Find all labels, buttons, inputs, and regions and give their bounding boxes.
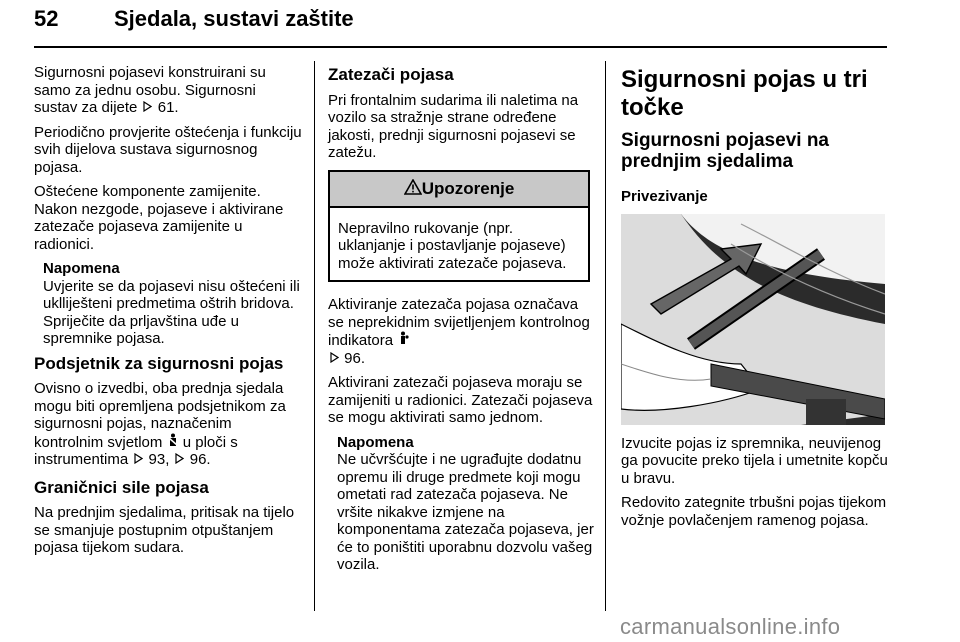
paragraph-text: Aktiviranje zatezača pojasa označava se neprekidnim svijetljenjem kontrolnog indikatora <box>328 296 590 349</box>
page-reference[interactable]: 61. <box>157 99 179 116</box>
section-heading-reminder: Podsjetnik za sigurnosni pojas <box>34 353 284 373</box>
column-left <box>34 64 302 564</box>
column-divider-left <box>314 61 315 611</box>
page-header <box>34 6 886 46</box>
paragraph: Izvucite pojas iz spremnika, neuvijenog ga povucite preko tijela i umetnite kopču u bravu. <box>621 434 888 487</box>
paragraph: Oštećene komponente zamijenite. Nakon nezgode, pojaseve i aktivirane zatezače pojaseva zamijenite u radionici. <box>34 183 284 253</box>
warning-header <box>330 172 588 208</box>
column-middle <box>328 64 594 581</box>
triangle-right-icon <box>132 451 144 469</box>
paragraph-text: Ovisno o izvedbi, oba prednja sjedala mogu biti opremljena podsjetnikom za sigurnosni pojas, naznačenim kontrolnim svjetlom <box>34 380 286 451</box>
column-right <box>621 64 889 536</box>
seatbelt-fastening-illustration <box>621 214 885 425</box>
warning-title: Upozorenje <box>421 178 515 198</box>
triangle-right-icon <box>142 99 154 117</box>
paragraph <box>328 296 594 367</box>
warning-text: Nepravilno rukovanje (npr. uklanjanje i postavljanje pojaseve) može aktivirati zatezače pojaseva. <box>338 219 567 272</box>
paragraph-text: u ploči s instrumentima <box>34 433 238 468</box>
note-box <box>43 260 302 348</box>
page-reference[interactable]: 96. <box>344 349 366 367</box>
paragraph: Aktivirani zatezači pojaseva moraju se zamijeniti u radionici. Zatezači pojaseva se mogu aktivirati samo jednom. <box>328 374 593 426</box>
note-title: Napomena <box>337 433 414 451</box>
page-reference[interactable]: 96. <box>189 451 211 468</box>
note-box <box>337 434 594 574</box>
page-number: 52 <box>34 6 59 31</box>
page-reference[interactable]: 93, <box>148 451 170 468</box>
paragraph-text: Sigurnosni pojasevi konstruirani su samo za jednu osobu. Sigurnosni sustav za dijete <box>34 64 266 116</box>
paragraph: Redovito zategnite trbušni pojas tijekom vožnje povlačenjem ramenog pojasa. <box>621 494 887 529</box>
chapter-title: Sjedala, sustavi zaštite <box>114 6 354 31</box>
section-heading-three-point-belt: Sigurnosni pojas u tri točke <box>621 66 868 121</box>
airbag-indicator-icon <box>397 331 409 350</box>
note-title: Napomena <box>43 260 120 277</box>
note-text: Uvjerite se da pojasevi nisu oštećeni ili uklliješteni predmetima oštrih bridova. Spriječite da prljavština uđe u spremnike pojasa. <box>43 277 300 347</box>
header-divider <box>34 46 887 48</box>
paragraph <box>34 380 302 469</box>
warning-box <box>328 170 590 283</box>
triangle-right-icon <box>174 451 186 469</box>
column-divider-right <box>605 61 606 611</box>
warning-triangle-icon <box>404 179 422 199</box>
section-heading-limiter: Graničnici sile pojasa <box>34 477 209 497</box>
note-text: Ne učvršćujte i ne ugrađujte dodatnu opremu ili druge predmete koji mogu ometati rad zatezača pojaseva. Ne vršite nikakve izmjene na komponentama zatezača pojaseva, jer će to poništiti uporabnu dozvolu vašeg vozila. <box>337 451 594 573</box>
paragraph <box>34 64 302 117</box>
seatbelt-icon <box>167 433 179 452</box>
subsection-heading-front-seats: Sigurnosni pojasevi na prednjim sjedalima <box>621 130 829 172</box>
paragraph: Periodično provjerite oštećenja i funkciju svih dijelova sustava sigurnosnog pojasa. <box>34 123 302 176</box>
paragraph: Pri frontalnim sudarima ili naletima na vozilo sa stražnje strane određene jakosti, prednji sigurnosni pojasevi se zatežu. <box>328 91 579 161</box>
paragraph: Na prednjim sjedalima, pritisak na tijelo se smanjuje postupnim otpuštanjem pojasa tijekom sudara. <box>34 504 295 556</box>
subheading-fastening: Privezivanje <box>621 188 708 205</box>
watermark: carmanualsonline.info <box>620 614 841 639</box>
section-heading-tensioners: Zatezači pojasa <box>328 65 454 84</box>
triangle-right-icon <box>328 350 340 368</box>
